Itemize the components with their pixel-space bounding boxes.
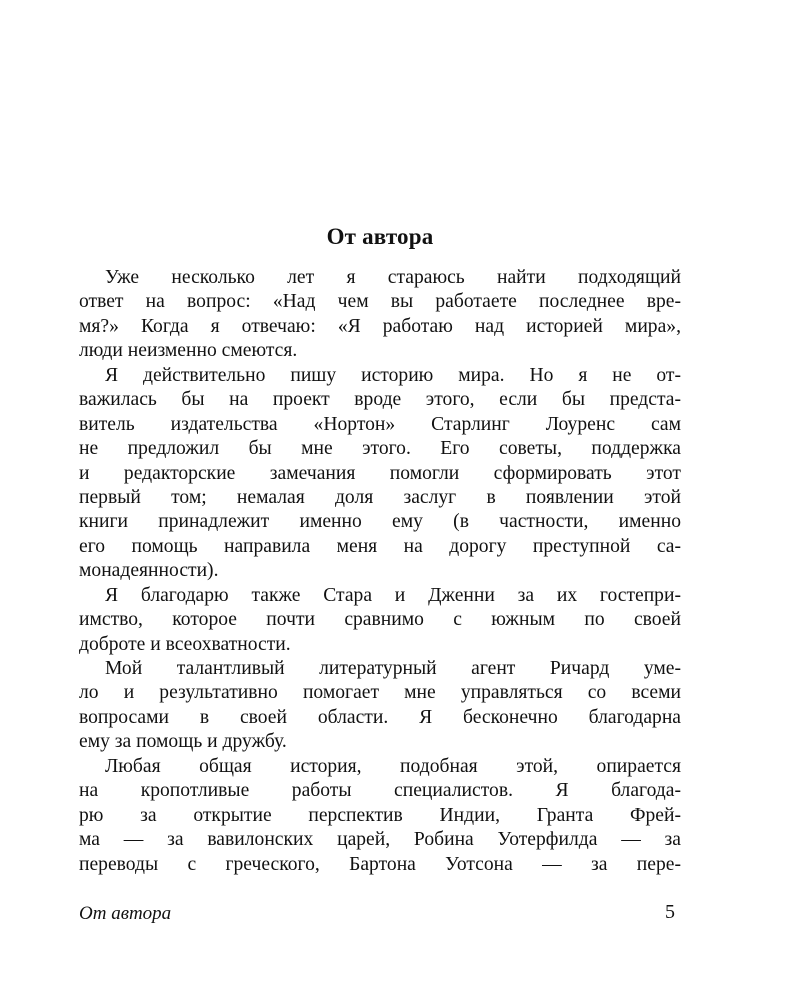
- text-line: доброте и всеохватности.: [79, 633, 291, 655]
- running-title: От автора: [79, 903, 172, 924]
- text-line: книги принадлежит именно ему (в частности, именно: [79, 511, 681, 533]
- text-line: его помощь направила меня на дорогу преступной са-: [79, 535, 681, 557]
- text-line: мя?» Когда я отвечаю: «Я работаю над историей мира»,: [79, 315, 681, 337]
- text-line: важилась бы на проект вроде этого, если бы предста-: [79, 389, 681, 411]
- text-line: рю за открытие перспектив Индии, Гранта Фрей-: [79, 804, 681, 826]
- text-line: Мой талантливый литературный агент Ричард уме-: [105, 658, 681, 679]
- text-line: Я действительно пишу историю мира. Но я не от-: [105, 364, 681, 386]
- text-line: Я благодарю также Стара и Дженни за их гостепри-: [105, 584, 681, 606]
- text-line: ответ на вопрос: «Над чем вы работаете последнее вре-: [79, 291, 681, 313]
- text-line: переводы с греческого, Бартона Уотсона — за пере-: [79, 853, 681, 875]
- text-line: первый том; немалая доля заслуг в появлении этой: [79, 486, 681, 508]
- text-line: люди неизменно смеются.: [79, 340, 298, 362]
- text-line: имство, которое почти сравнимо с южным по своей: [79, 609, 681, 631]
- text-line: не предложил бы мне этого. Его советы, поддержка: [79, 438, 681, 460]
- text-line: Любая общая история, подобная этой, опирается: [105, 755, 681, 777]
- text-line: монадеянности).: [79, 560, 219, 582]
- text-line: Уже несколько лет я стараюсь найти подходящий: [105, 267, 681, 288]
- text-line: ма — за вавилонских царей, Робина Уотерфилда — за: [79, 829, 681, 851]
- text-line: витель издательства «Нортон» Старлинг Лоуренс сам: [79, 413, 681, 435]
- text-line: ло и результативно помогает мне управляться со всеми: [79, 682, 681, 704]
- page-number: 5: [665, 901, 675, 923]
- chapter-title: От автора: [326, 224, 434, 249]
- text-line: ему за помощь и дружбу.: [79, 731, 287, 753]
- text-line: и редакторские замечания помогли сформировать этот: [79, 462, 681, 484]
- text-line: вопросами в своей области. Я бесконечно благодарна: [79, 706, 681, 728]
- body-text: [79, 266, 681, 877]
- text-line: на кропотливые работы специалистов. Я благода-: [79, 780, 681, 802]
